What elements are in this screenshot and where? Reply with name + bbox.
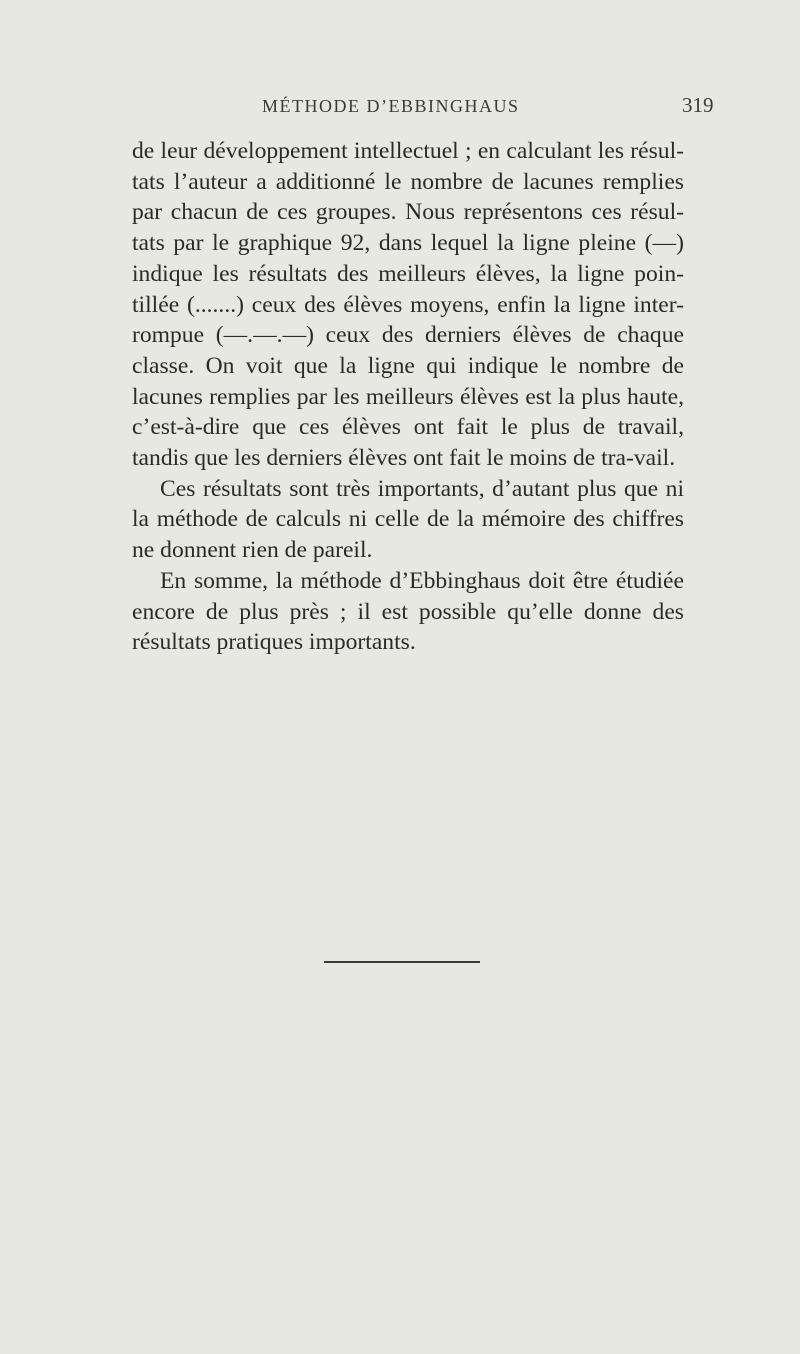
paragraph-2: Ces résultats sont très importants, d’autant plus que ni la méthode de calculs ni celle de la mémoire des chiffres ne donnent rien de pareil. — [132, 475, 684, 564]
paragraph-1: de leur développement intellectuel ; en calculant les résul-tats l’auteur a additionné le nombre de lacunes remplies par chacun de ces groupes. Nous représentons ces résul-tats par le graphique 92, dans lequel la ligne pleine (—) indique les résultats des meilleurs élèves, la ligne poin-tillée (.......) ceux des élèves moyens, enfin la ligne inter-rompue (—.—.—) ceux des derniers élèves de chaque classe. On voit que la ligne qui indique le nombre de lacunes remplies par les meilleurs élèves est la plus haute, c’est-à-dire que ces élèves ont fait le plus de travail, tandis que les derniers élèves ont fait le moins de tra-vail. — [132, 138, 684, 472]
paragraph-3: En somme, la méthode d’Ebbinghaus doit être étudiée encore de plus près ; il est possible qu’elle donne des résultats pratiques importants. — [132, 567, 684, 656]
body-text — [132, 136, 684, 658]
page-number: 319 — [682, 93, 714, 117]
running-title: MÉTHODE D’EBBINGHAUS — [262, 96, 520, 116]
section-divider-rule — [324, 961, 480, 963]
